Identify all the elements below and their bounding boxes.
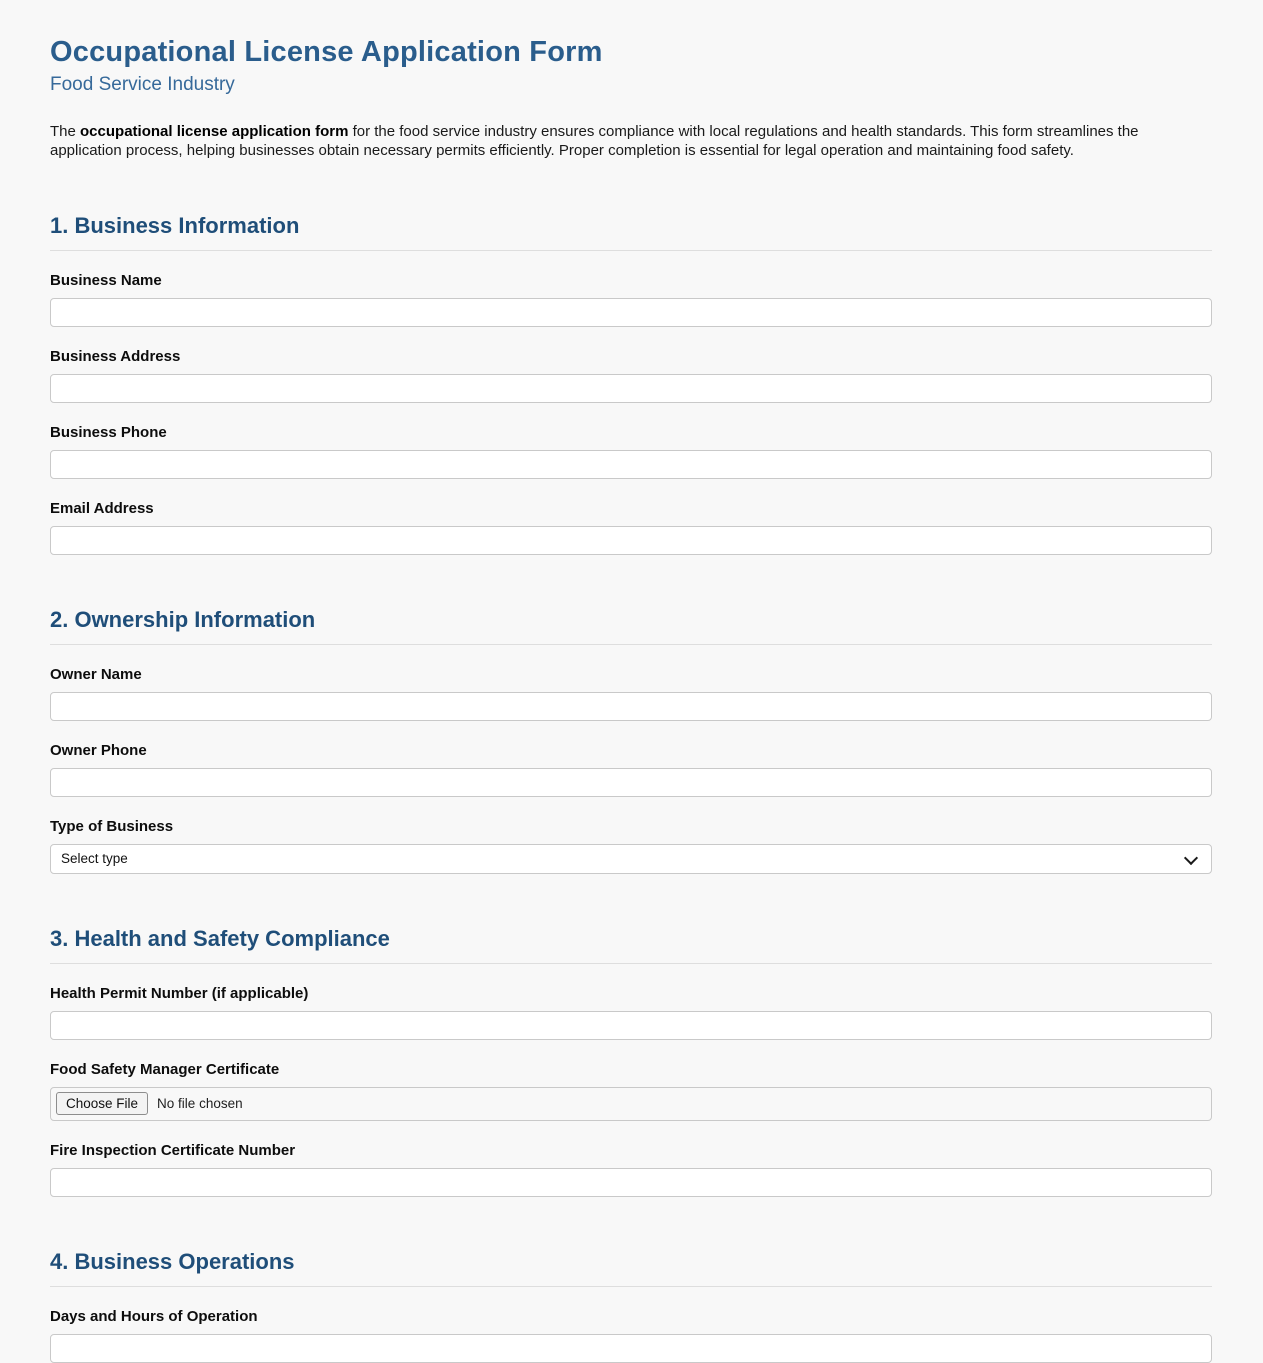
health-permit-number-input[interactable] (50, 1011, 1212, 1040)
business-address-label: Business Address (50, 347, 181, 365)
page-title: Occupational License Application Form (50, 36, 603, 68)
intro-text-prefix: The (50, 123, 81, 140)
owner-name-label: Owner Name (50, 665, 142, 683)
business-name-input[interactable] (50, 298, 1212, 327)
health-permit-number-label: Health Permit Number (if applicable) (50, 984, 309, 1002)
days-hours-operation-field (50, 1308, 1212, 1363)
business-phone-label: Business Phone (50, 423, 167, 441)
owner-name-field (50, 666, 1212, 721)
food-safety-certificate-field (50, 1061, 1212, 1121)
intro-paragraph (50, 123, 1212, 161)
section-business-operations (50, 1249, 1212, 1363)
email-address-field (50, 500, 1212, 555)
choose-file-button[interactable]: Choose File (56, 1092, 148, 1115)
business-phone-field (50, 424, 1212, 479)
food-safety-certificate-file-input[interactable] (50, 1087, 1212, 1121)
intro-text-suffix: for the food service industry ensures compliance with local regulations and health standards. This form streamlines the application process, helping businesses obtain necessary permits efficiently. Proper completion is essential for legal operation and maintaining food safety. (50, 123, 1139, 159)
section-heading-business-operations: 4. Business Operations (50, 1249, 1212, 1287)
page-subtitle: Food Service Industry (50, 74, 235, 95)
section-heading-business-information: 1. Business Information (50, 213, 1212, 251)
fire-inspection-certificate-input[interactable] (50, 1168, 1212, 1197)
fire-inspection-certificate-field (50, 1142, 1212, 1197)
fire-inspection-certificate-label: Fire Inspection Certificate Number (50, 1141, 296, 1159)
owner-phone-field (50, 742, 1212, 797)
intro-text-bold: occupational license application form (80, 123, 349, 140)
file-chosen-status: No file chosen (157, 1096, 243, 1112)
owner-name-input[interactable] (50, 692, 1212, 721)
business-address-input[interactable] (50, 374, 1212, 403)
owner-phone-label: Owner Phone (50, 741, 147, 759)
business-address-field (50, 348, 1212, 403)
food-safety-certificate-label: Food Safety Manager Certificate (50, 1060, 280, 1078)
section-business-information (50, 213, 1212, 555)
type-of-business-select[interactable] (50, 844, 1212, 874)
type-of-business-label: Type of Business (50, 817, 174, 835)
email-address-input[interactable] (50, 526, 1212, 555)
type-of-business-field (50, 818, 1212, 874)
days-hours-operation-label: Days and Hours of Operation (50, 1307, 258, 1325)
owner-phone-input[interactable] (50, 768, 1212, 797)
section-ownership-information (50, 607, 1212, 874)
days-hours-operation-input[interactable] (50, 1334, 1212, 1363)
business-phone-input[interactable] (50, 450, 1212, 479)
business-name-field (50, 272, 1212, 327)
type-of-business-select-wrap (50, 844, 1212, 874)
section-heading-health-safety-compliance: 3. Health and Safety Compliance (50, 926, 1212, 964)
health-permit-number-field (50, 985, 1212, 1040)
email-address-label: Email Address (50, 499, 154, 517)
business-name-label: Business Name (50, 271, 162, 289)
section-heading-ownership-information: 2. Ownership Information (50, 607, 1212, 645)
section-health-safety-compliance (50, 926, 1212, 1197)
